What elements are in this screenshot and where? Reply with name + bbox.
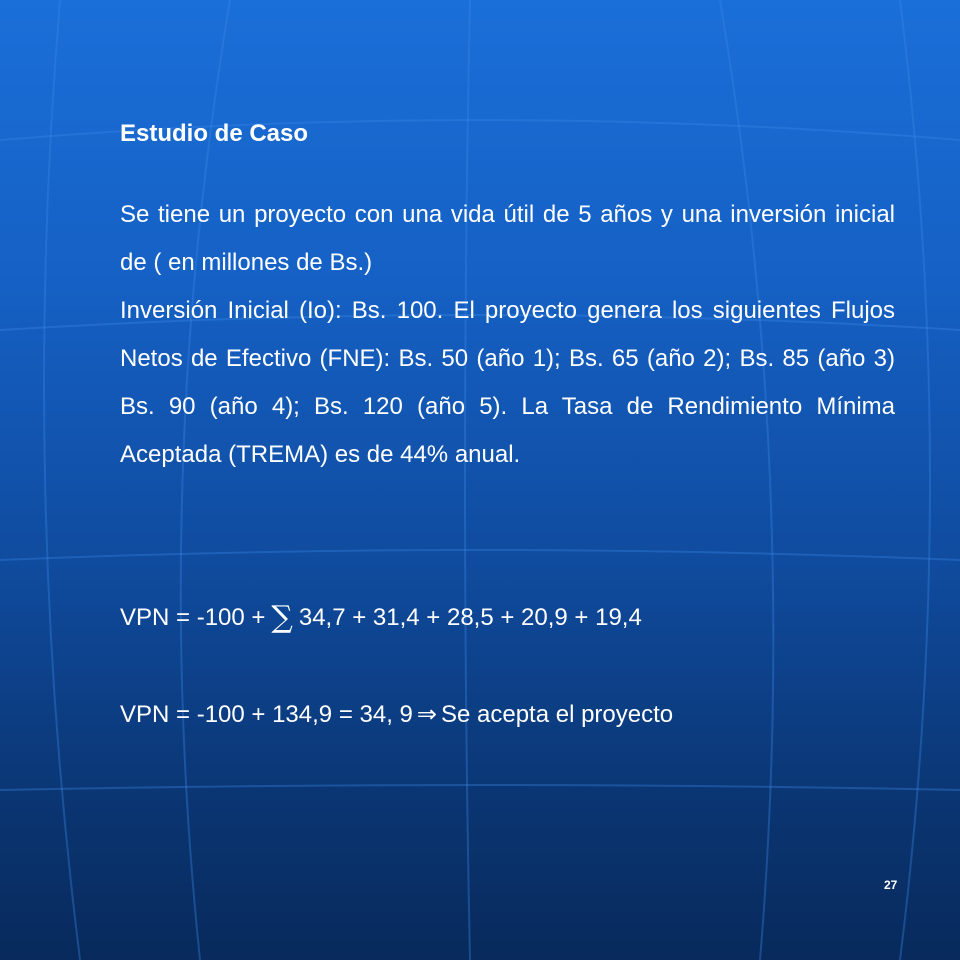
vpn-formula-lhs: VPN = -100 + [120,604,266,631]
page-number: 27 [884,878,898,892]
sigma-icon: ∑ [271,600,293,635]
case-intro-paragraph: Se tiene un proyecto con una vida útil de 5 años y una inversión inicial de ( en millones de Bs.) [120,200,895,276]
vpn-result-lhs: VPN = -100 + 134,9 = 34, 9 [120,701,413,728]
vpn-conclusion: Se acepta el proyecto [440,701,674,728]
implies-arrow-icon: ⇒ [416,700,437,728]
slide-title: Estudio de Caso [120,120,309,147]
vpn-formula-result [120,700,673,729]
vpn-formula-terms: 34,7 + 31,4 + 28,5 + 20,9 + 19,4 [298,604,642,631]
slide-content [120,120,895,479]
case-details-paragraph: Inversión Inicial (Io): Bs. 100. El proyecto genera los siguientes Flujos Netos de Efectivo (FNE): Bs. 50 (año 1); Bs. 65 (año 2); Bs. 85 (año 3) Bs. 90 (año 4); Bs. 120 (año 5). La Tasa de Rendimiento Mínima Aceptada (TREMA) es de 44% anual. [120,296,895,468]
vpn-formula-sum [120,600,642,635]
